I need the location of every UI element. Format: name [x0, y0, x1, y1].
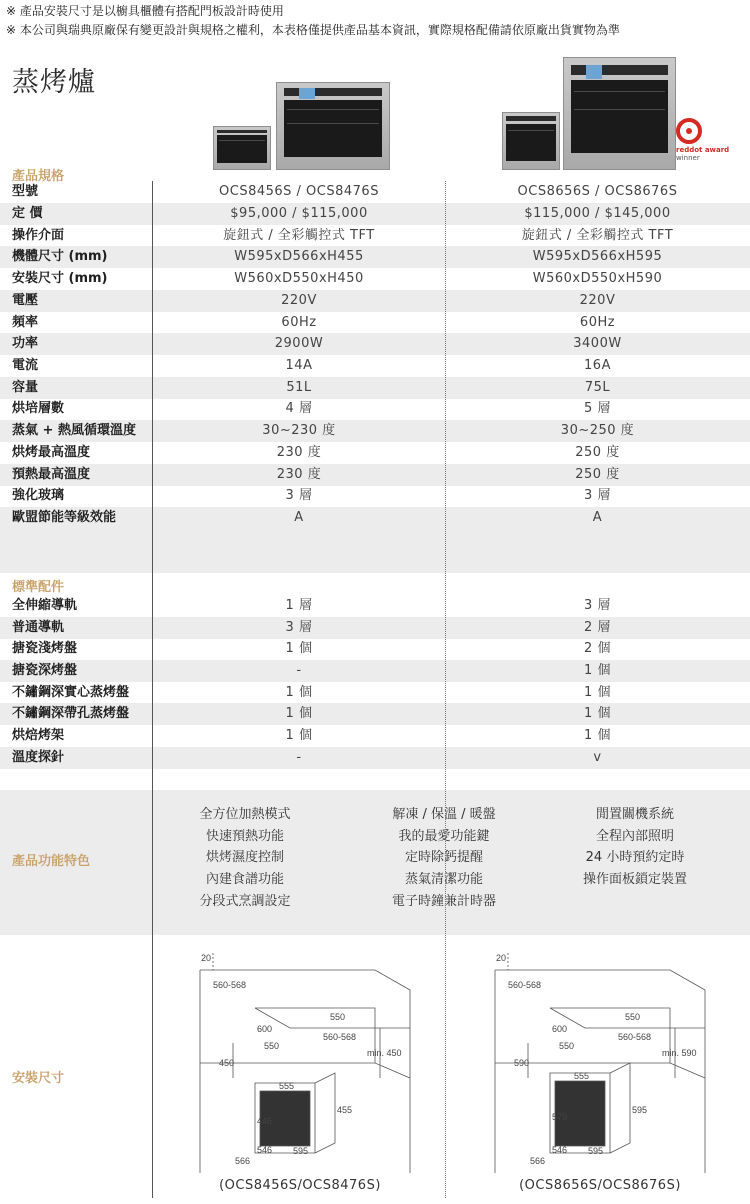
col2-value: A — [592, 510, 603, 525]
section-accessories-label: 標準配件 — [12, 580, 65, 595]
dim-inner-depth: 550 — [559, 1041, 575, 1051]
col2-value: $115,000 / $145,000 — [524, 206, 671, 221]
feature-item: 內建食譜功能 — [205, 872, 284, 888]
dim-top: 20 — [201, 953, 212, 963]
dim-depth: 600 — [552, 1024, 568, 1034]
dim-oven-depth: 546 — [552, 1145, 568, 1155]
row-label: 定 價 — [12, 206, 43, 221]
col2-value: 220V — [579, 293, 616, 308]
table-row — [0, 638, 750, 660]
row-label: 歐盟節能等級效能 — [12, 510, 117, 525]
table-row — [0, 333, 750, 355]
dim-min: min. 590 — [662, 1048, 697, 1058]
reddot-award-logo — [676, 118, 729, 162]
dim-left-height: 590 — [514, 1058, 530, 1068]
row-label: 強化玻璃 — [12, 488, 65, 503]
col1-value: - — [296, 663, 302, 678]
col2-value: W560xD550xH590 — [532, 271, 663, 286]
col2-value: 30~250 度 — [560, 423, 635, 438]
table-row — [0, 507, 750, 573]
table-row — [0, 660, 750, 682]
row-label: 預熱最高溫度 — [12, 467, 91, 482]
dim-oven-body: 566 — [530, 1156, 546, 1166]
row-label: 蒸氣 + 熱風循環溫度 — [12, 423, 136, 438]
install-diagram-2 — [490, 948, 730, 1173]
col1-value: 220V — [281, 293, 317, 308]
dim-left-height: 450 — [219, 1058, 235, 1068]
row-label: 普通導軌 — [12, 620, 65, 635]
feature-item: 全程內部照明 — [595, 828, 674, 844]
table-row — [0, 725, 750, 747]
features-col2 — [374, 804, 514, 913]
feature-item: 快速預熱功能 — [205, 828, 284, 844]
feature-item: 烘烤濕度控制 — [205, 850, 284, 866]
col1-value: 14A — [285, 358, 313, 373]
col2-value: 1 個 — [584, 685, 611, 700]
section-install-label: 安裝尺寸 — [12, 1071, 65, 1086]
feature-item: 24 小時預約定時 — [585, 850, 685, 866]
col1-value: W560xD550xH450 — [234, 271, 364, 286]
table-row — [0, 290, 750, 312]
table-row — [0, 682, 750, 704]
install-diagram-1 — [195, 948, 435, 1173]
dim-oven-width: 555 — [279, 1081, 295, 1091]
col1-value: W595xD566xH455 — [234, 249, 364, 264]
dim-depth: 600 — [257, 1024, 273, 1034]
table-row — [0, 181, 750, 203]
row-label: 溫度探針 — [12, 750, 65, 765]
product-image-tall-small — [502, 112, 560, 170]
feature-item: 我的最愛功能鍵 — [398, 828, 490, 844]
col1-value: 230 度 — [276, 467, 322, 482]
dim-oven-height: 579 — [552, 1112, 568, 1122]
dim-side-height: 455 — [337, 1105, 353, 1115]
table-row — [0, 420, 750, 442]
row-label: 電壓 — [12, 293, 39, 308]
feature-item: 閒置關機系統 — [595, 807, 674, 822]
table-row — [0, 355, 750, 377]
col1-value: 1 個 — [285, 641, 313, 656]
table-row — [0, 377, 750, 399]
row-label: 全伸縮導軌 — [12, 598, 78, 613]
note-rights: ※ 本公司與瑞典原廠保有變更設計與規格之權利，本表格僅提供產品基本資訊，實際規格配備請依原廠出貨實物為準 — [6, 23, 620, 37]
col2-value: 250 度 — [575, 445, 620, 460]
feature-item: 分段式烹調設定 — [199, 893, 291, 909]
col1-value: 1 個 — [285, 685, 313, 700]
section-features-label: 產品功能特色 — [12, 854, 91, 869]
features-col3 — [570, 804, 700, 891]
table-row — [0, 747, 750, 769]
col2-value: 16A — [584, 358, 611, 373]
feature-item: 操作面板鎖定裝置 — [582, 872, 687, 888]
features-col1 — [180, 804, 310, 913]
row-label: 不鏽鋼深實心蒸烤盤 — [12, 685, 130, 700]
col1-value: 旋鈕式 / 全彩觸控式 TFT — [223, 228, 375, 243]
col1-value: - — [296, 750, 302, 765]
table-row — [0, 312, 750, 334]
dim-oven-body: 566 — [235, 1156, 251, 1166]
col2-value: 旋鈕式 / 全彩觸控式 TFT — [521, 228, 674, 243]
row-label: 烘培層數 — [12, 401, 65, 416]
col2-value: 3 層 — [584, 488, 611, 503]
col2-value: 5 層 — [584, 401, 611, 416]
reddot-brand: reddot award — [676, 146, 730, 154]
col1-value: OCS8456S / OCS8476S — [219, 184, 379, 199]
feature-item: 蒸氣清潔功能 — [404, 872, 483, 888]
row-label: 操作介面 — [12, 228, 65, 243]
row-label: 頻率 — [12, 315, 39, 330]
note-install: ※ 產品安裝尺寸是以櫥具櫃體有搭配門板設計時使用 — [6, 4, 284, 18]
product-image-compact-large — [276, 82, 390, 170]
table-row — [0, 617, 750, 639]
col1-value: 51L — [286, 380, 312, 395]
col2-value: W595xD566xH595 — [532, 249, 663, 264]
dim-oven-bottom: 595 — [293, 1146, 309, 1156]
dim-side-height: 595 — [632, 1105, 648, 1115]
col2-value: 3400W — [573, 336, 622, 351]
col1-value: 30~230 度 — [262, 423, 336, 438]
section-specs-label: 產品規格 — [12, 169, 65, 184]
col2-value: v — [593, 750, 602, 765]
column-divider-left — [152, 181, 153, 1198]
dim-right-width: 560-568 — [323, 1032, 357, 1042]
row-label: 功率 — [12, 336, 39, 351]
table-row — [0, 398, 750, 420]
dim-width-top: 560-568 — [508, 980, 542, 990]
col1-value: 1 個 — [285, 706, 313, 721]
row-label: 烘烤最高溫度 — [12, 445, 91, 460]
col2-value: 1 個 — [584, 706, 611, 721]
dim-right-depth: 550 — [330, 1012, 346, 1022]
table-row — [0, 225, 750, 247]
table-row — [0, 703, 750, 725]
feature-item: 電子時鐘兼計時器 — [391, 893, 496, 909]
product-image-tall-large — [563, 57, 676, 170]
row-label: 機體尺寸 (mm) — [12, 249, 108, 264]
row-label: 安裝尺寸 (mm) — [12, 271, 108, 286]
col2-value: 2 層 — [584, 620, 611, 635]
col2-value: OCS8656S / OCS8676S — [517, 184, 678, 199]
col1-value: 3 層 — [285, 620, 313, 635]
row-label: 搪瓷深烤盤 — [12, 663, 78, 678]
dim-oven-depth: 546 — [257, 1145, 273, 1155]
col2-value: 75L — [584, 380, 611, 395]
dim-right-depth: 550 — [625, 1012, 641, 1022]
col2-value: 2 個 — [584, 641, 611, 656]
dim-inner-depth: 550 — [264, 1041, 280, 1051]
col1-value: 3 層 — [285, 488, 313, 503]
table-row — [0, 203, 750, 225]
col1-value: 230 度 — [276, 445, 322, 460]
notes — [6, 2, 750, 40]
row-label: 烘焙烤架 — [12, 728, 65, 743]
col2-value: 1 個 — [584, 728, 611, 743]
col2-value: 3 層 — [584, 598, 611, 613]
dim-oven-height: 446 — [257, 1116, 273, 1126]
feature-item: 定時除鈣提醒 — [404, 850, 483, 866]
row-label: 型號 — [12, 184, 39, 199]
diagram-2-caption: (OCS8656S/OCS8676S) — [519, 1178, 681, 1193]
dim-width-top: 560-568 — [213, 980, 247, 990]
feature-item: 全方位加熱模式 — [199, 807, 291, 822]
col2-value: 1 個 — [584, 663, 611, 678]
row-label: 電流 — [12, 358, 39, 373]
dim-min: min. 450 — [367, 1048, 402, 1058]
table-row — [0, 595, 750, 617]
reddot-icon — [676, 118, 702, 144]
dim-right-width: 560-568 — [618, 1032, 652, 1042]
dim-oven-width: 555 — [574, 1071, 590, 1081]
col1-value: 1 個 — [285, 728, 313, 743]
table-row — [0, 485, 750, 507]
table-row — [0, 268, 750, 290]
col1-value: 1 層 — [285, 598, 313, 613]
page-title: 蒸烤爐 — [12, 67, 96, 98]
col1-value: 60Hz — [281, 315, 317, 330]
dim-oven-bottom: 595 — [588, 1146, 604, 1156]
row-label: 不鏽鋼深帶孔蒸烤盤 — [12, 706, 130, 721]
col2-value: 250 度 — [575, 467, 620, 482]
column-divider-middle — [445, 181, 446, 1198]
table-row — [0, 442, 750, 464]
product-image-compact-small — [213, 126, 271, 170]
col1-value: 2900W — [274, 336, 324, 351]
col1-value: 4 層 — [285, 401, 313, 416]
table-row — [0, 464, 750, 486]
reddot-sub: winner — [676, 154, 700, 162]
col1-value: $95,000 / $115,000 — [230, 206, 368, 221]
col2-value: 60Hz — [579, 315, 616, 330]
feature-item: 解凍 / 保溫 / 暖盤 — [392, 807, 496, 822]
col1-value: A — [294, 510, 304, 525]
dim-top: 20 — [496, 953, 507, 963]
row-label: 容量 — [12, 380, 39, 395]
table-row — [0, 246, 750, 268]
diagram-1-caption: (OCS8456S/OCS8476S) — [219, 1178, 381, 1193]
row-label: 搪瓷淺烤盤 — [12, 641, 78, 656]
